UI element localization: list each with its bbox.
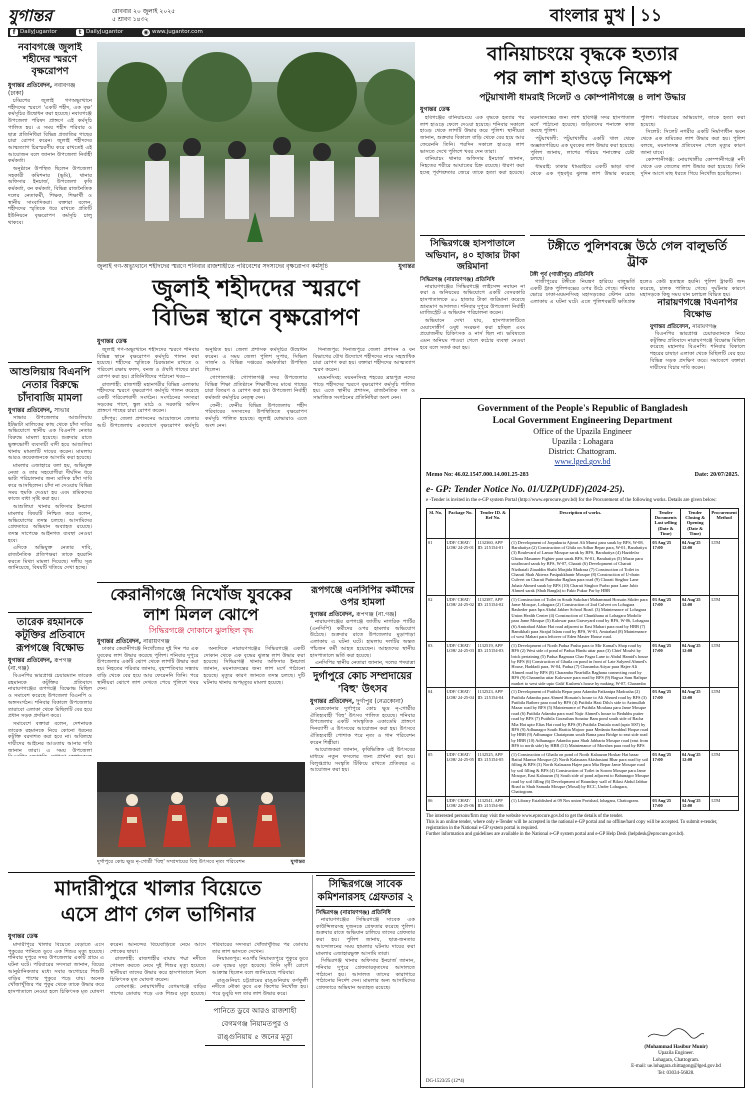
photo-credit: যুগান্তর xyxy=(290,859,305,865)
cell-package: UDF/ CHAT/ LOH/ 24-25-01 xyxy=(445,538,476,595)
divider xyxy=(310,667,415,668)
signatory-email: E-mail: ue.lohagara.chittagong@lged.gov.bd xyxy=(631,1064,721,1069)
cell-sl: 06 xyxy=(427,796,446,810)
story-body: গাজীপুরের টঙ্গীতে নিয়ন্ত্রণ হারিয়ে বালুভর্তি একটি ট্রাক পুলিশবক্সের ওপর উঠে গেছে। শনিবার ভোরে ঢাকা-ময়মনসিংহ মহাসড়কের স্টেশন রোড এলাকায় এ ঘটনা ঘটে। এতে পুলিশবক্সটি ক্ষতিগ্রস্ত হলেও কেউ হতাহত হয়নি। পুলিশ ট্রাকটি জব্দ করেছে, চালক পালিয়ে গেছে। দুর্ঘটনার কারণে মহাসড়কে কিছু সময় যান চলাচল বিঘ্নিত হয়। xyxy=(530,279,745,306)
cell-last-selling: 03 Aug'25 17:00 xyxy=(651,750,681,796)
story-body: নেত্রকোনার দুর্গাপুরে কোচ ক্ষুদ্র নৃ-গোষ্ঠীর ঐতিহ্যবাহী 'বিহু' উৎসব পালিত হয়েছে। শনিবার উপজেলার একটি সাংস্কৃতিক একাডেমি প্রাঙ্গণে দিনব্যাপী এ উৎসবের আয়োজন করা হয়। উৎসবে ঐতিহ্যবাহী পোশাক পরে নৃত্য ও গান পরিবেশন করেন শিল্পীরা। আয়োজকরা জানান, কৃষিভিত্তিক এই উৎসবের মাধ্যমে নতুন ফসলের জন্য প্রার্থনা করা হয়। বিলুপ্তপ্রায় সংস্কৃতি টিকিয়ে রাখতে প্রতিবছর এ আয়োজন করা হয়। xyxy=(310,706,415,774)
cell-package: UDF/ CHAT/ LOH/ 24-25-03 xyxy=(445,641,476,687)
signatory-name: (Mohammad Hasibur Munir) xyxy=(644,1044,708,1050)
cell-description: (1) Construction of Toilet in South Sukchari Mohammad Hossain Sikder para Jame Mosque, Lohagara (2) Construction of 2nd Culvert on Lohagara Rasheder para Iqra Abdul Jabber School Road. (3) Maintenance of Lohagara Union Health Center (4) Construction of Chunkhana at Lohagara Modolir para Jame Mosque (5) Kalowar para Graveyard road by BFS, W-06, Lohagara (6) Amirabad Akbar Hat road adjacent to East Mahari para road by HBB (7) Bamikhali para Sirajul Islam road by BFS, W-01, Amirabad (8) Maintenance of west Mahari para leftover of Eden Master House road. xyxy=(511,596,649,640)
tender-notes xyxy=(426,814,739,838)
tender-web-link[interactable]: www.lged.gov.bd xyxy=(554,457,611,466)
byline: যুগান্তর ডেস্ক xyxy=(420,106,450,113)
signatory-title: Upazila Engineer. xyxy=(658,1051,694,1056)
social-bar xyxy=(8,28,745,37)
feature-byline: যুগান্তর ডেস্ক xyxy=(97,338,127,345)
story-madaripur-headline xyxy=(8,875,308,931)
headline-line2: লাশ মিলল ঝোপে xyxy=(143,605,259,624)
byline: যুগান্তর প্রতিবেদন, দুর্গাপুর (নেত্রকোনা) xyxy=(310,698,404,705)
headline: সিদ্ধিরগঞ্জে সাবেক কমিশনারসহ গ্রেফতার ২ xyxy=(316,875,415,907)
cell-last-selling: 03 Aug'25 17:00 xyxy=(651,595,681,641)
cell-method: LTM xyxy=(710,688,739,750)
byline: যুগান্তর প্রতিবেদন, রূপগঞ্জ (না.গঞ্জ) xyxy=(8,657,72,672)
signature-block xyxy=(616,1027,736,1077)
cell-tender-id: 1132525, APP ID: 215154-05 xyxy=(476,750,510,796)
photo-caption: জুলাই গণ-অভ্যুত্থানে শহীদদের স্মরণে শনিবার রাজশাহীতে পরিবেশের সদস্যদের বৃক্ষরোপণ কর্মসূচি যুগান্তর xyxy=(97,263,415,270)
cell-closing: 04 Aug'25 12:00 xyxy=(680,688,709,750)
headline: সিদ্ধিরগঞ্জে হাসপাতালে অভিযান, ৪০ হাজার টাকা জরিমানা xyxy=(425,239,520,272)
byline: যুগান্তর প্রতিবেদন, নারায়ণগঞ্জ xyxy=(97,638,170,645)
cell-closing: 04 Aug'25 12:00 xyxy=(680,750,709,796)
byline: সিদ্ধিরগঞ্জ (নারায়ণগঞ্জ) প্রতিনিধি xyxy=(316,910,391,916)
byline: যুগান্তর ডেস্ক xyxy=(8,933,38,940)
col-header: Tender Closing & Opening (Date & Time) xyxy=(680,508,709,538)
byline: যুগান্তর প্রতিবেদন, রূপগঞ্জ (না.গঞ্জ) xyxy=(310,611,397,618)
inset-box xyxy=(205,1000,305,1046)
divider xyxy=(8,872,415,873)
cell-method: LTM xyxy=(710,641,739,687)
story-ncp-attack xyxy=(310,585,415,665)
cell-method: LTM xyxy=(710,796,739,810)
cell-last-selling: 03 Aug'25 17:00 xyxy=(651,538,681,595)
cell-description: (1) Development of Putibila Bepar para Adamba Fatkanipa Madrasha (2) Putibila Adamba para Ahmed Hossain's house to Ali Ahmed road by BFS (3) Putibila Batherr para road by BFS (4) Putibila Hazi Dilu's side to Azimullah Mazar road by BFS (5) Maintenance of Putibila Moulana para Jame Mosque road (6) Putibila Adamba para road Najir Ahmed's house to Bedubhs putter road by BFS (7) Putibila Gorasthan Sonatur Bam pond south side of Bacha Mia Hat upto Elias Hat road by BFS (8) Putibila Dasiala road (upto 500') by BFS (9) Adhunagor South Haritia Majoor para Medania Sambhul Hoque road by HBB (9) Adhunagor Chaiatpram south Bama para Bridge to east side road by HBB (10) Adhunagor Adamba para Shah Jabbaria Mosque road (east from BFS to north side) by HBB (11) Maintenance of Morshea para road by BFS xyxy=(510,688,651,750)
tender-office: Office of the Upazila Engineer xyxy=(533,427,632,436)
byline: যুগান্তর প্রতিবেদন, নারায়ণগঞ্জ xyxy=(650,324,717,330)
page-number: ১১ xyxy=(640,6,663,26)
tender-intro: e -Tender is invited in the e-GP system Portal (http://www.eprocure.gov.bd) for the Procurement of the following works. Details are given below: xyxy=(426,498,717,503)
issue-date xyxy=(112,8,222,24)
divider xyxy=(632,6,634,26)
story-narayanganj-bnp xyxy=(650,298,745,393)
headline: রূপগঞ্জে এনসিপির কর্মীদের ওপর হামলা xyxy=(310,585,415,608)
cell-tender-id: 1132541, APP ID: 215154-06 xyxy=(476,796,510,810)
headline-line2: পর লাশ হাওড়ে নিক্ষেপ xyxy=(493,67,672,89)
divider xyxy=(97,582,415,583)
story-rupganj-protest xyxy=(8,616,92,756)
section-title: বাংলার মুখ xyxy=(549,6,625,26)
cell-description: (1) Development of North Padua Pashu para to Mir Kamal's Shop road by BFS (2) West side of pond of Padua Hindu uttar para (3) Chief Moulvi by brick pertaining (5) Padua Bagmara Char Pagar Lane to Abdul Hamid's house by BFS (6) Construction of Ghatla on pond in front of Late Salyeed Ahmed's House, Haddadi para, W-04, Padua (7) Charamba Atiyar para Hajee Ali Ahmed road by BFS (8) Charamba Nearbilla Baghana connecting road by BFS (9) Charamba uttar Kaloware para road by BFS (9) Bagwa Sam Rafique market to west side upto Galif Kashem's house by making, W-07, Charamba xyxy=(510,641,651,687)
cell-method: LTM xyxy=(710,750,739,796)
cell-package: UDF/ CHAT/ LOH/ 24-25-06 xyxy=(446,797,474,809)
cell-tender-id: 1132360, APP ID: 215154-01 xyxy=(476,538,510,595)
table-row xyxy=(427,538,739,595)
story-baniachong-headline xyxy=(420,42,745,90)
cell-package: UDF/ CHAT/ LOH/ 24-25-04 xyxy=(445,688,476,750)
website-link[interactable]: www.jugantor.com xyxy=(152,29,203,35)
cell-last-selling: 03 Aug'25 17:00 xyxy=(651,796,681,810)
signature-scribble xyxy=(646,1027,706,1041)
tree-planting-photo xyxy=(97,42,415,262)
story-body: নারায়ণগঞ্জের রূপগঞ্জে জাতীয় নাগরিক পার্টির (এনসিপি) কর্মীদের ওপর হামলার অভিযোগ উঠেছে। শুক্রবার রাতে উপজেলার মুড়াপাড়া এলাকায় এ ঘটনা ঘটে। হামলায় দলটির অন্তত পাঁচজন কর্মী আহত হয়েছেন। আহতদের স্থানীয় হাসপাতালে ভর্তি করা হয়েছে। এনসিপির স্থানীয় নেতারা জানান, দলের পদযাত্রা xyxy=(310,619,415,665)
story-siddhirganj-arrest xyxy=(312,875,415,1088)
headline: দুর্গাপুরে কোচ সম্প্রদায়ের 'বিহু' উৎসব xyxy=(313,671,412,695)
cell-tender-id: 1132387, APP ID: 215154-02 xyxy=(476,595,510,641)
signatory-office: Lohagara, Chattogram. xyxy=(652,1057,700,1063)
cell-closing: 04 Aug'25 12:00 xyxy=(680,641,709,687)
cell-description: (1) Development of Jorpukuria Ajimri Ali Munsi para sarak by BFS, W-08, Barahatiya (2) Construction of Ghila on Adhar Bepar para, W-01, Barahatiya (3) Boulevard of Lamar Mosque sarak by BFS, Barahatiya (4) Hazidefar Ghona Masumer Fighter para sarak BFS, W-01, Barahatiya (5) Mazar para southward sarak by BFS, W-07, Charati (6) Development of Charati Nizibatali Ziauddin Shahi Masjida Madrasa (7) Construction of Toilet in Charati Shah Akterra Pasipukkhanir Mosque (8) Construction of U-drain Culvert on Charati Putimdar Baghan para road (9) Charati Singhor Lane Jubair Ahmed sarak by BFS (10) Charati Singhor Purbo para Lane Jubir Ahmed sarak (Shah Bangla) to Fakir Pukur Par by HBB xyxy=(510,538,651,595)
divider xyxy=(8,612,92,613)
photo-caption: দুর্গাপুরে কোচ ক্ষুদ্র নৃ-গোষ্ঠী 'বিহু' সম্প্রদায়ের বিহু উৎসবে নৃত্য পরিবেশন যুগান্তর xyxy=(97,859,305,865)
col-header: Package No. xyxy=(445,508,476,538)
cell-method: LTM xyxy=(710,595,739,641)
inset-line: রাঙ্গুনিয়ায় ৫ জনের মৃত্যু xyxy=(217,1032,293,1041)
cell-tender-id: 1132519, APP ID: 215154-03 xyxy=(476,641,510,687)
story-body: হবিগঞ্জের বানিয়াচংয়ে এক বৃদ্ধকে হত্যার পর লাশ হাওড়ে ফেলে দেওয়া হয়েছে। শনিবার সকালে হাওড় থেকে লাশটি উদ্ধার করে পুলিশ। স্থানীয়রা জানান, শুক্রবার বিকালে বাড়ি থেকে বের হয়ে আর ফেরেননি তিনি। পরদিন সকালে হাওড়ে লাশ ভাসতে দেখে পুলিশে খবর দেন তারা। বানিয়াচং থানার অফিসার ইনচার্জ জানান, নিহতের শরীরে আঘাতের চিহ্ন রয়েছে। ধারণা করা হচ্ছে পূর্বশত্রুতার জেরে তাকে হত্যা করা হয়েছে। ময়নাতদন্তের জন্য লাশ হবিগঞ্জ সদর হাসপাতাল মর্গে পাঠানো হয়েছে। জড়িতদের শনাক্তে কাজ করছে পুলিশ। পটুয়াখালী: পটুয়াখালীর একটি খাল থেকে অজ্ঞাতপরিচয় এক যুবকের লাশ উদ্ধার করা হয়েছে। পুলিশ জানায়, লাশের পরিচয় শনাক্তের চেষ্টা চলছে। ধামরাই: ঢাকার ধামরাইয়ে একটি ভাড়া বাসা থেকে এক গৃহবধূর ঝুলন্ত লাশ উদ্ধার করেছে পুলিশ। পরিবারের অভিযোগ, তাকে হত্যা করা হয়েছে। সিলেট: সিলেট নগরীর একটি নির্মাণাধীন ভবন থেকে এক শ্রমিকের লাশ উদ্ধার করা হয়। পুলিশ বলছে, ময়নাতদন্ত প্রতিবেদন পেলে মৃত্যুর কারণ জানা যাবে। কোম্পানীগঞ্জ: নোয়াখালীর কোম্পানীগঞ্জে নদী থেকে এক জেলের লাশ উদ্ধার করা হয়েছে। তিনি দুদিন আগে মাছ ধরতে গিয়ে নিখোঁজ হয়েছিলেন। xyxy=(420,115,745,177)
cell-sl: 03 xyxy=(427,641,446,687)
headline: তারেক রহমানকে কটূক্তির প্রতিবাদে রূপগঞ্জে বিক্ষোভ xyxy=(15,617,85,654)
byline: যুগান্তর প্রতিবেদন, নবাবগঞ্জ (ঢাকা) xyxy=(8,82,76,97)
story-body: সাভার উপজেলার আশুলিয়ায় ইটভাটা মালিকের কাছ থেকে চাঁদা দাবির অভিযোগে স্থানীয় এক বিএনপি নেতার বিরুদ্ধে মামলা হয়েছে। শুক্রবার রাতে ভুক্তভোগী ব্যবসায়ী বাদী হয়ে আশুলিয়া থানায় মামলাটি দায়ের করেন। মামলায় আরও কয়েকজনকে আসামি করা হয়েছে। মামলার এজাহারে বলা হয়, অভিযুক্ত নেতা ও তার সহযোগীরা দীর্ঘদিন ধরে ভাটা পরিচালনার জন্য মাসিক চাঁদা দাবি করে আসছিলেন। চাঁদা না দেওয়ায় বিভিন্ন সময় হুমকি দেওয়া হয় এবং শ্রমিকদের কাজে বাধা সৃষ্টি করা হয়। আশুলিয়া থানার অফিসার ইনচার্জ মামলার বিষয়টি নিশ্চিত করে বলেন, অভিযোগের তদন্ত চলছে। আসামিদের গ্রেফতারে অভিযান অব্যাহত রয়েছে। তদন্ত সাপেক্ষে আইনগত ব্যবস্থা নেওয়া হবে। এদিকে অভিযুক্ত নেতার দাবি, রাজনৈতিক প্রতিপক্ষরা তাকে হয়রানি করতে মিথ্যা মামলা দিয়েছে। দলীয় সূত্র জানিয়েছে, বিষয়টি খতিয়ে দেখা হচ্ছে। xyxy=(8,415,92,572)
cell-last-selling: 03 Aug'25 17:00 xyxy=(651,641,681,687)
bihu-dance-photo xyxy=(97,762,305,857)
tender-dept: Local Government Engineering Department xyxy=(492,416,673,426)
tender-district: District: Chattogram. xyxy=(548,447,617,456)
photo-credit: যুগান্তর xyxy=(398,263,415,270)
story-siddhirganj-hospital xyxy=(420,235,525,395)
story-body: বিএনপির ভারপ্রাপ্ত চেয়ারম্যান তারেক রহমানকে কটূক্তির প্রতিবাদে নারায়ণগঞ্জের রূপগঞ্জে বিক্ষোভ মিছিল ও সমাবেশ করেছে উপজেলা বিএনপি ও অঙ্গসংগঠন। শনিবার বিকালে উপজেলার তারাবো এলাকা থেকে মিছিলটি বের হয়ে প্রধান সড়ক প্রদক্ষিণ করে। সমাবেশে বক্তারা বলেন, দেশনায়ক তারেক রহমানকে নিয়ে কোনো ধরনের কটূক্তি বরদাশত করা হবে না। অবিলম্বে দায়ীদের আইনের আওতায় আনার দাবি জানান তারা। এ সময় উপজেলা xyxy=(8,673,92,754)
twitter-handle[interactable]: DailyJugantor xyxy=(86,29,124,35)
subheadline: সিদ্ধিরগঞ্জে দোকানে ঝুলছিল বৃদ্ধ xyxy=(148,626,254,635)
story-body: মাদারীপুরে খালার বিয়েতে বেড়াতে এসে পুকুরের পানিতে ডুবে এক শিশুর মৃত্যু হয়েছে। শনিবার দুপুরে সদর উপজেলার একটি গ্রামে এ ঘটনা ঘটে। পরিবারের সদস্যরা জানান, বিয়ের আনুষ্ঠানিকতার মধ্যে সবার অগোচরে শিশুটি বাড়ির পাশের পুকুরে পড়ে যায়। অনেক খোঁজাখুঁজির পর পুকুর থেকে তাকে উদ্ধার করে হাসপাতালে নেওয়া হলে চিকিৎসক মৃত ঘোষণা করেন। আনন্দের বিয়েবাড়িতে নেমে আসে শোকের ছায়া। রাজশাহী: রাজশাহীর বাঘায় পদ্মা নদীতে গোসল করতে নেমে দুই শিশুর মৃত্যু হয়েছে। স্থানীয়রা তাদের উদ্ধার করে হাসপাতালে নিলে চিকিৎসক মৃত ঘোষণা করেন। বেগমগঞ্জ: নোয়াখালীর বেগমগঞ্জে বাড়ির পাশের ডোবায় পড়ে এক শিশুর মৃত্যু হয়েছে। পরিবারের সদস্যরা খোঁজাখুঁজির পর ডোবায় তার লাশ ভাসতে দেখেন। নিয়ামতপুর: নওগাঁর নিয়ামতপুরে পুকুরে ডুবে এক বৃদ্ধের মৃত্যু হয়েছে। তিনি মৃগী রোগে আক্রান্ত ছিলেন বলে জানিয়েছে পরিবার। রাঙ্গুনিয়া: চট্টগ্রামের রাঙ্গুনিয়ায় কর্ণফুলী নদীতে নৌকা ডুবে এক কিশোর নিখোঁজ হয়। পরে ডুবুরি দল তার লাশ উদ্ধার করে। xyxy=(8,942,308,997)
table-row xyxy=(427,595,739,641)
story-keraniganj xyxy=(97,585,305,760)
headline: নারায়ণগঞ্জে বিএনপির বিক্ষোভ xyxy=(657,298,738,320)
tender-note: This is an online tender, where only e-Tender will be accepted in the national e-GP portal and no offline/hard copy will be accepted. To submit e-tender, registration in the National e-GP system portal is required. xyxy=(426,819,718,831)
col-header: Tender Documents Last selling (Date & Time) xyxy=(651,508,681,538)
story-durgapur-bihu xyxy=(310,670,415,870)
dg-code: DG-1523/25 (12*4) xyxy=(426,1079,465,1084)
memo-number: Memo No: 46.02.1547.000.14.001.25-283 xyxy=(426,472,529,478)
cell-sl: 01 xyxy=(427,538,446,595)
subheadline: পটুয়াখালী ধামরাই সিলেট ও কোম্পানীগঞ্জে ৪ লাশ উদ্ধার xyxy=(479,93,686,103)
cell-package: UDF/ CHAT/ LOH/ 24-25-05 xyxy=(445,750,476,796)
story-body: নারায়ণগঞ্জের সিদ্ধিরগঞ্জে সাবেক এক কাউন্সিলরসহ দুজনকে গ্রেফতার করেছে পুলিশ। শুক্রবার রাতে অভিযান চালিয়ে তাদের গ্রেফতার করা হয়। পুলিশ জানায়, ছাত্র-জনতার আন্দোলনের সময় হামলার ঘটনায় দায়ের করা মামলার এজাহারভুক্ত আসামি তারা। সিদ্ধিরগঞ্জ থানার অফিসার ইনচার্জ জানান, শনিবার দুপুরে গ্রেফতারকৃতদের আদালতে পাঠানো হয়। আদালত তাদের কারাগারে পাঠানোর নির্দেশ দেন। মামলার অন্য আসামিদের গ্রেফতারে অভিযান অব্যাহত রয়েছে। xyxy=(316,917,415,992)
tender-note: The interested persons/firm may visit the website www.eprocure.gov.bd to get the details of the tender. xyxy=(426,813,624,819)
cell-sl: 04 xyxy=(427,688,446,750)
cell-closing: 04 Aug'25 12:00 xyxy=(680,595,709,641)
twitter-icon: t xyxy=(76,29,84,36)
tender-note: Further information and guidelines are available in the National e-GP system portal and e-GP Help Desk (helpdesk@eprocure.gov.bd). xyxy=(426,831,685,837)
headline-line2: এসে প্রাণ গেল ভাগিনার xyxy=(60,902,256,926)
masthead xyxy=(8,6,745,28)
table-row xyxy=(427,641,739,687)
feature-headline xyxy=(97,275,415,335)
cell-package: UDF/ CHAT/ LOH/ 24-25-02 xyxy=(445,595,476,641)
cell-sl: 02 xyxy=(427,595,446,641)
table-row xyxy=(427,750,739,796)
story-body: বিএনপির ভারপ্রাপ্ত চেয়ারম্যানকে নিয়ে কটূক্তির প্রতিবাদে নারায়ণগঞ্জে বিক্ষোভ মিছিল করেছে মহানগর বিএনপি। শনিবার বিকালে শহরের চাষাঢ়া এলাকা থেকে মিছিলটি বের হয়ে বিভিন্ন সড়ক প্রদক্ষিণ করে। সমাবেশে বক্তারা দায়ীদের বিচার দাবি করেন। xyxy=(650,331,745,371)
inset-line: বেগমগঞ্জ নিয়ামতপুর ও xyxy=(221,1019,289,1028)
story-body: ঢাকার কেরানীগঞ্জে নিখোঁজের দুই দিন পর এক যুবকের লাশ উদ্ধার করেছে পুলিশ। শনিবার দুপুরে উপজেলার একটি ঝোপ থেকে লাশটি উদ্ধার করা হয়। নিহতের পরিবার জানায়, বৃহস্পতিবার সন্ধ্যায় বাড়ি থেকে বের হয়ে আর ফেরেননি তিনি। পরে স্থানীয়রা ঝোপে লাশ দেখতে পেয়ে পুলিশে খবর দেন। অন্যদিকে নারায়ণগঞ্জের সিদ্ধিরগঞ্জে একটি দোকান থেকে এক বৃদ্ধের ঝুলন্ত লাশ উদ্ধার করা হয়েছে। সিদ্ধিরগঞ্জ থানার অফিসার ইনচার্জ জানান, ময়নাতদন্তের জন্য লাশ মর্গে পাঠানো হয়েছে। মৃত্যুর কারণ জানতে তদন্ত চলছে। দুটি ঘটনায় থানায় অপমৃত্যুর মামলা হয়েছে। xyxy=(97,646,305,693)
cell-closing: 04 Aug'25 12:00 xyxy=(680,538,709,595)
table-header-row xyxy=(427,508,739,538)
globe-icon: ◉ xyxy=(143,29,149,36)
divider xyxy=(8,362,92,363)
col-header: Procurement Method xyxy=(710,508,739,538)
memo-line xyxy=(426,470,739,480)
table-row xyxy=(427,796,739,810)
cell-description: (1) Construction of Ghatla on pond of North Kalauzan Hoskar Hat bazar Baitul Mamur Mosque (2) North Kalauzan Akishasiani Bhar para road by soil filling & BFS (3) North Kalauzan Hajee para Mia Bepar Jame Mosque road by soil filling & BFS (4) Construction of Toilet in Sorom Mosque para Jame Mosque, East Kalauzan (5) South side of pond adjacent to Babunagor Mosque road by soil filling (6) Development of Boundary wall of Bilasi Abdul Jabbar Road to Shah Samada Mosque (Mosal) by RCC, Under Lohagara, Chattogram. xyxy=(511,751,650,795)
headline: নবাবগঞ্জে জুলাই শহীদের স্মরণে বৃক্ষরোপণ xyxy=(18,42,82,77)
headline: টঙ্গীতে পুলিশবক্সে উঠে গেল বালুভর্তি ট্রাক xyxy=(547,239,728,268)
story-body: চব্বিশের জুলাই গণঅভ্যুত্থানে শহীদদের স্মরণে 'একটি শহীদ, এক বৃক্ষ' কর্মসূচির উদ্বোধন করা হয়েছে। নবাবগঞ্জে উপজেলা পরিষদ প্রাঙ্গণে এই কর্মসূচি পালিত হয়। এ সময় শহীদ পরিবার ও ছাত্র প্রতিনিধিরা বিভিন্ন প্রজাতির গাছের চারা রোপণ করেন। জুলাই শহীদদের আত্মত্যাগ চিরস্মরণীয় করে রাখতেই এই আয়োজন বলে জানান উপজেলা নির্বাহী কর্মকর্তা। অনুষ্ঠানে উপস্থিত ছিলেন উপজেলা সহকারী কমিশনার (ভূমি), থানার অফিসার ইনচার্জ, উপজেলা কৃষি কর্মকর্তা, বন কর্মকর্তা, বিভিন্ন রাজনৈতিক দলের নেতাকর্মী, শিক্ষক, শিক্ষার্থী ও স্থানীয় সাংবাদিকরা। বক্তারা বলেন, শহীদদের স্মৃতিকে ধরে রাখতে প্রতিটি ইউনিয়নে বৃক্ষরোপণ কর্মসূচি চালু থাকবে। xyxy=(8,98,92,226)
cell-last-selling: 03 Aug'25 17:00 xyxy=(651,688,681,750)
story-body: নারায়ণগঞ্জের সিদ্ধিরগঞ্জে লাইসেন্স নবায়ন না করা ও অনিয়মের অভিযোগে একটি বেসরকারি হাসপাতালকে ৪০ হাজার টাকা জরিমানা করেছে ভ্রাম্যমাণ আদালত। শনিবার দুপুরে উপজেলা নির্বাহী ম্যাজিস্ট্রেট এ অভিযান পরিচালনা করেন। অভিযানে দেখা যায়, হাসপাতালটিতে মেয়াদোত্তীর্ণ ওষুধ সংরক্ষণ করা হচ্ছিল এবং প্রয়োজনীয় চিকিৎসক ও নার্স ছিল না। ভবিষ্যতে এমন অনিয়ম পাওয়া গেলে কঠোর ব্যবস্থা নেওয়া হবে বলে সতর্ক করা হয়। xyxy=(420,283,525,351)
facebook-handle[interactable]: DailyJugantor xyxy=(20,29,58,35)
headline: আশুলিয়ায় বিএনপি নেতার বিরুদ্ধে চাঁদাবাজি মামলা xyxy=(9,367,91,404)
facebook-icon: f xyxy=(10,29,18,36)
story-ashulia xyxy=(8,366,92,612)
byline: যুগান্তর প্রতিবেদন, সাভার xyxy=(8,407,70,414)
byline: সিদ্ধিরগঞ্জ (নারায়ণগঞ্জ) প্রতিনিধি xyxy=(420,276,495,283)
date-bengali: ৫ শ্রাবণ ১৪৩২ xyxy=(112,16,149,23)
tender-notice xyxy=(420,398,745,1088)
signatory-phone: Tel: 03034-56828. xyxy=(657,1070,695,1076)
cell-sl: 05 xyxy=(427,750,446,796)
story-nawabganj xyxy=(8,42,92,360)
date-gregorian: রোববার ২০ জুলাই ২০২৫ xyxy=(112,8,176,15)
tender-table xyxy=(426,508,739,811)
tender-title: e- GP: Tender Notice No. 01/UZP(UDF)(2024-25). xyxy=(426,485,625,495)
table-row xyxy=(427,688,739,750)
cell-closing: 04 Aug'25 12:00 xyxy=(680,796,709,810)
feature-body: জুলাই গণ-অভ্যুত্থানে শহীদদের স্মরণে শনিবার বিভিন্ন স্থানে বৃক্ষরোপণ কর্মসূচি পালন করা হয়েছে। শহীদের স্মৃতিকে চিরঅম্লান রাখতে ও পরিবেশ রক্ষায় ফলদ, বনজ ও ঔষধি গাছের চারা রোপণ করা হয়। প্রতিনিধিদের পাঠানো খবর— রাজশাহী: রাজশাহী মহানগরীর বিভিন্ন এলাকায় শহীদদের স্মরণে বৃক্ষরোপণ কর্মসূচি পালন করেছে একটি পরিবেশবাদী সংগঠন। সংগঠনের সদস্যরা সড়কের পাশে, স্কুল মাঠে ও সরকারি অফিস প্রাঙ্গণে গাছের চারা রোপণ করেন। চাঁদপুর: জেলা প্রশাসনের আয়োজনে জেলার আট উপজেলায় একযোগে বৃক্ষরোপণ কর্মসূচি অনুষ্ঠিত হয়। জেলা প্রশাসক কর্মসূচির উদ্বোধন করেন। এ সময় জেলা পুলিশ সুপার, সিভিল সার্জন ও বিভিন্ন দপ্তরের কর্মকর্তারা উপস্থিত ছিলেন। গোপালগঞ্জ: গোপালগঞ্জ সদর উপজেলার বিভিন্ন শিক্ষা প্রতিষ্ঠানে শিক্ষার্থীদের মাঝে গাছের চারা বিতরণ ও রোপণ করা হয়। উপজেলা নির্বাহী কর্মকর্তা কর্মসূচির নেতৃত্ব দেন। ফেনী: ফেনীর বিভিন্ন উপজেলায় শহীদ পরিবারের সদস্যদের উপস্থিতিতে বৃক্ষরোপণ কর্মসূচি পালিত হয়েছে। জুলাই যোদ্ধারাও এতে অংশ নেন। দিনাজপুর: দিনাজপুরে জেলা প্রশাসন ও বন বিভাগের যৌথ উদ্যোগে শহীদদের নামে সহস্রাধিক চারা রোপণ করা হয়। বক্তারা শহীদদের আত্মত্যাগ স্মরণ করেন। ময়মনসিংহ: ময়মনসিংহ শহরের ব্রহ্মপুত্র নদের পাড়ে শহীদদের স্মরণে বৃক্ষরোপণ কর্মসূচি পালিত হয়। এতে স্থানীয় প্রশাসন, রাজনৈতিক দল ও সামাজিক সংগঠনের প্রতিনিধিরা অংশ নেন। xyxy=(97,347,415,429)
bihu-dance-photo-art xyxy=(97,762,305,857)
byline: টঙ্গী পূর্ব (গাজীপুর) প্রতিনিধি xyxy=(530,272,594,278)
tender-gov: Government of the People's Republic of Bangladesh xyxy=(477,404,688,414)
cell-tender-id: 1132523, APP ID: 215154-04 xyxy=(476,688,510,750)
feature-headline-line1: জুলাই শহীদদের স্মরণে xyxy=(152,276,360,302)
newspaper-logo: যুগান্তর xyxy=(8,6,53,25)
col-header: Sl. No. xyxy=(427,508,446,538)
tender-upazila: Upazila : Lohagara xyxy=(551,437,614,446)
inset-line: পানিতে ডুবে আরও রাজশাহী xyxy=(213,1006,297,1015)
cell-description: (1) Library Established at 09 Nos union Porishad, lohagara, Chattogram. xyxy=(510,796,651,810)
col-header: Description of works. xyxy=(510,508,651,538)
col-header: Tender ID. & Ref No. xyxy=(476,508,510,538)
headline-line1: বানিয়াচংয়ে বৃদ্ধকে হত্যার xyxy=(486,43,679,65)
cell-method: LTM xyxy=(710,538,739,595)
feature-headline-line2: বিভিন্ন স্থানে বৃক্ষরোপণ xyxy=(152,305,360,331)
headline-line1: মাদারীপুরে খালার বিয়েতে xyxy=(54,876,262,900)
headline-line1: কেরানীগঞ্জে নিখোঁজ যুবকের xyxy=(110,585,292,604)
tree-planting-photo-art xyxy=(97,42,415,262)
memo-date: Date: 20/07/2025. xyxy=(694,472,739,478)
